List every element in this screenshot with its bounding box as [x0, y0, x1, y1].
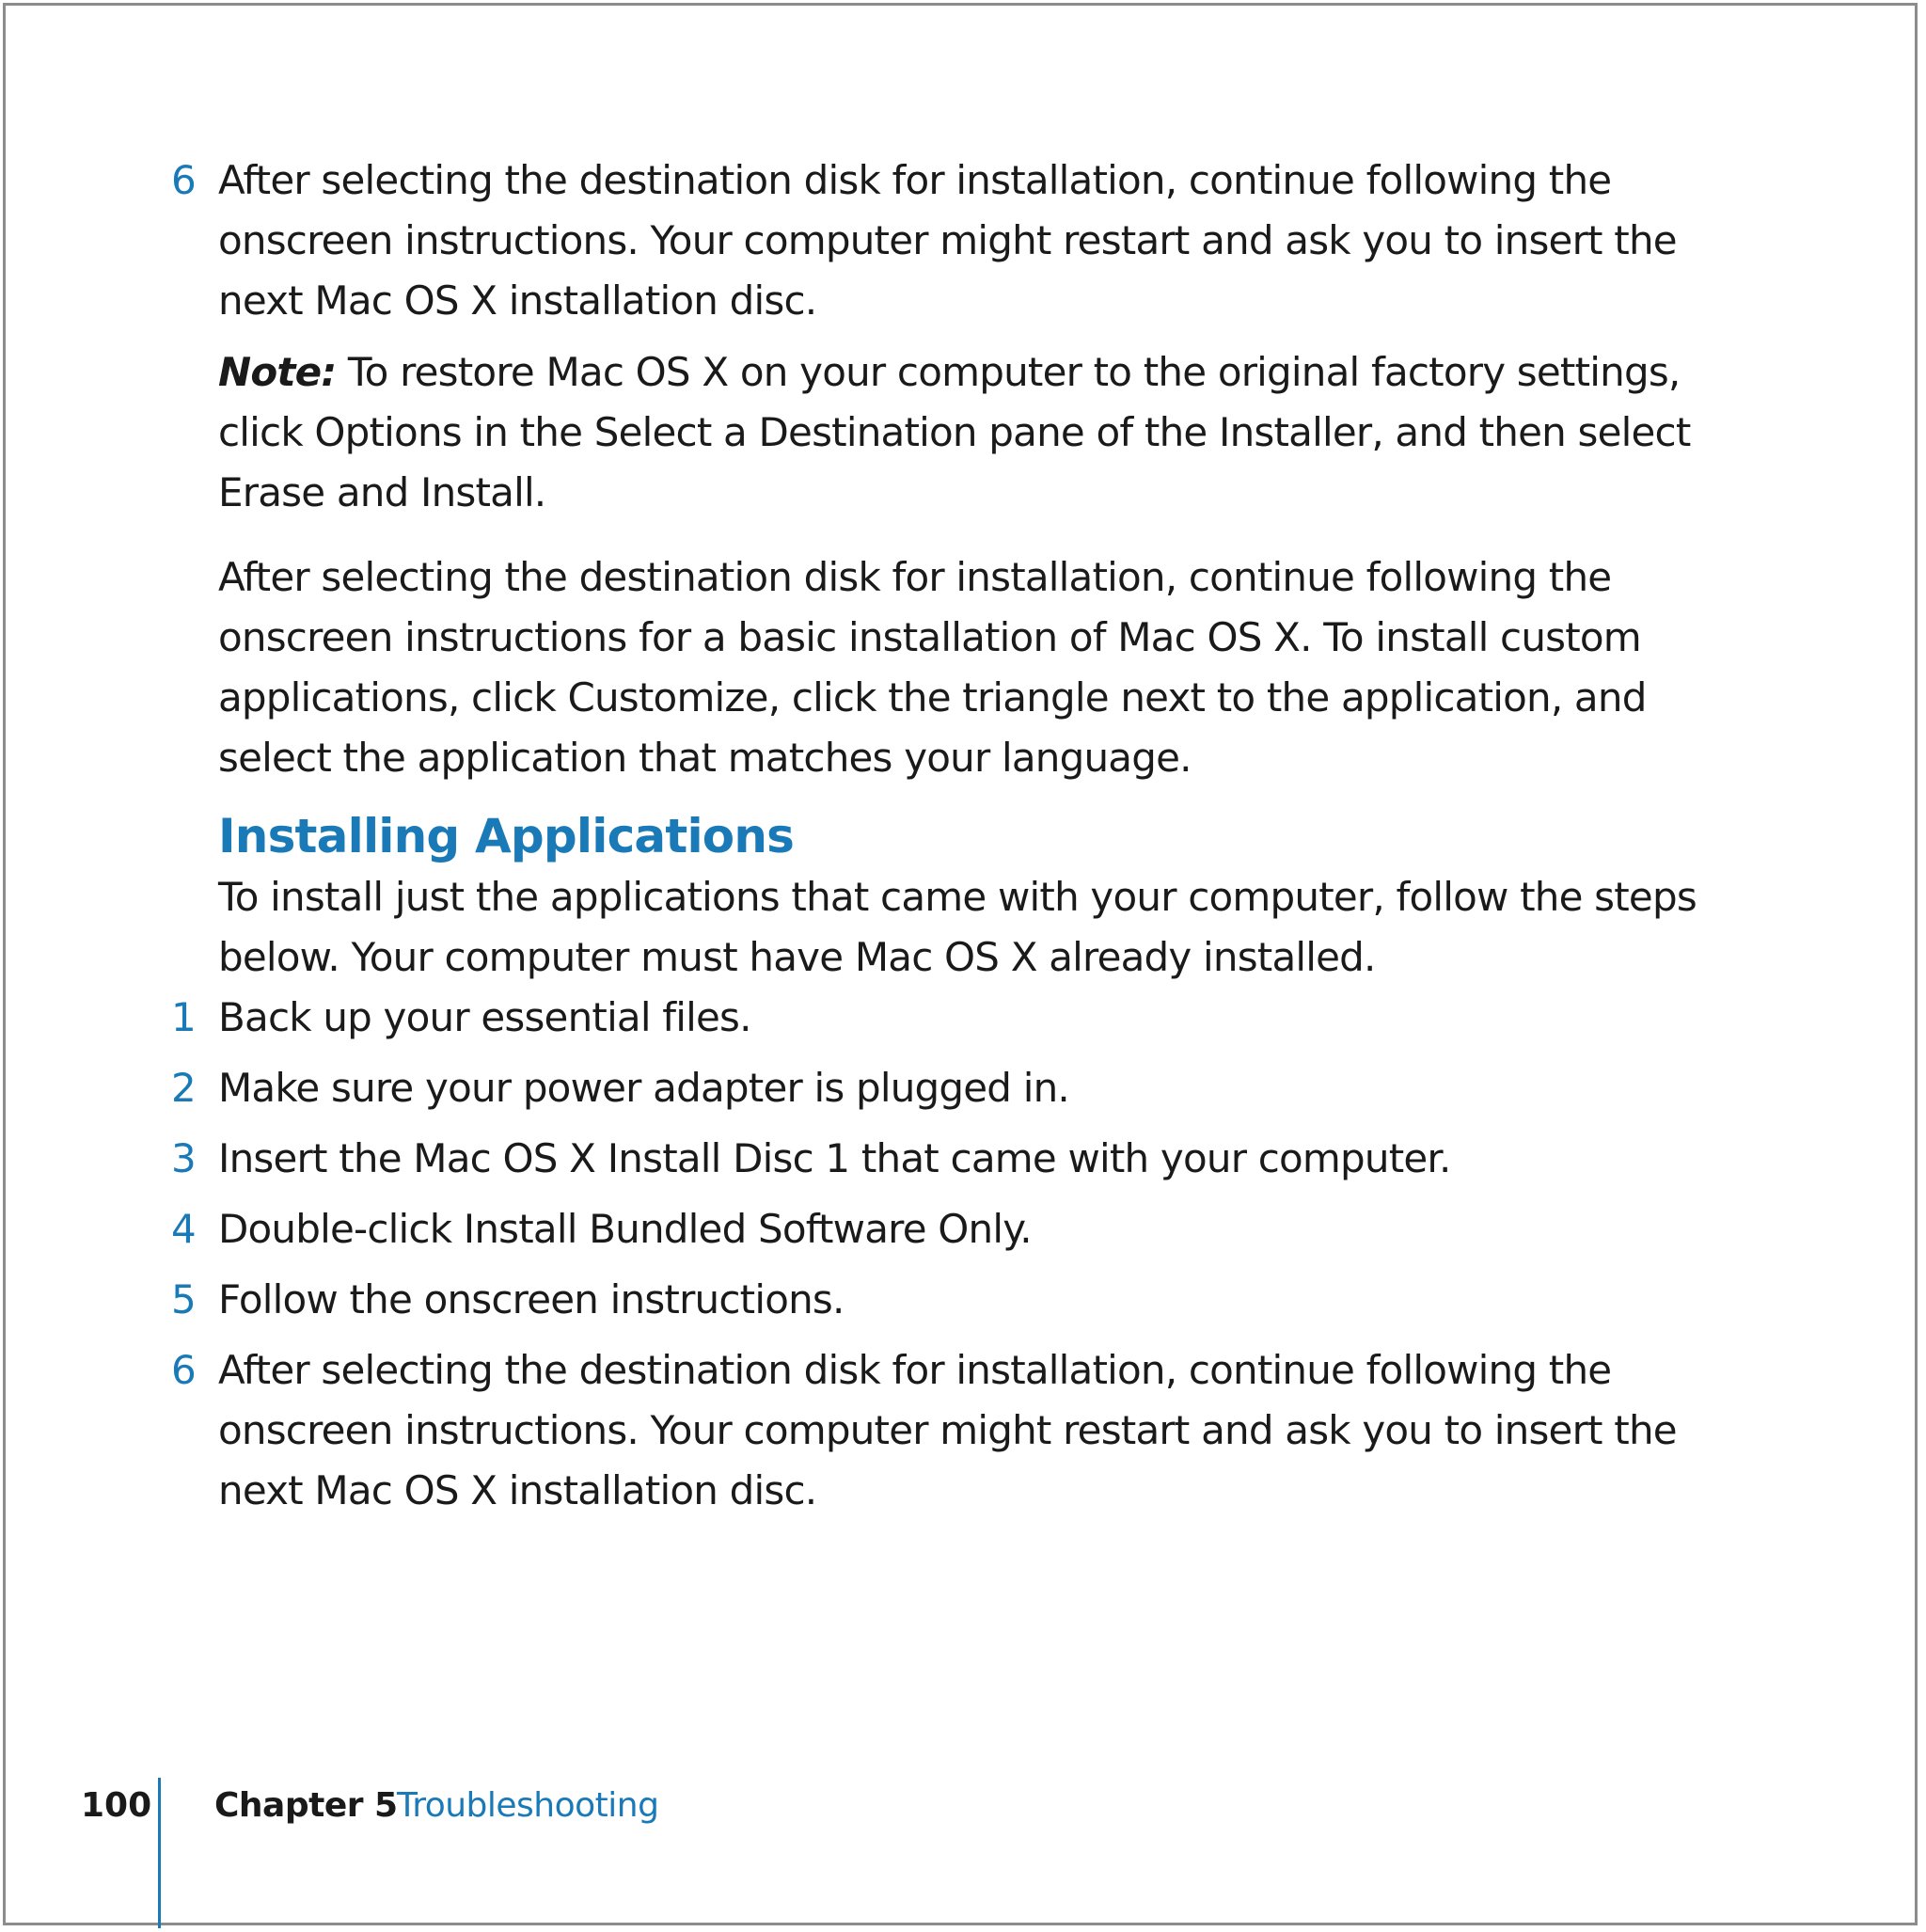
step-text: After selecting the destination disk for installation, continue following the onscreen instructions. Your computer might restart and ask you to insert the next Mac OS X installation disc. — [218, 157, 1677, 324]
step-number: 4 — [171, 1206, 197, 1252]
page-number: 100 — [81, 1786, 152, 1825]
step-3 — [171, 1129, 1760, 1189]
section-intro: To install just the applications that came with your computer, follow the steps below. Your computer must have Mac OS X already installed. — [218, 874, 1697, 980]
custom-install-paragraph: After selecting the destination disk for installation, continue following the onscreen instructions for a basic installation of Mac OS X. To install custom applications, click Customize, click the triangle next to the application, and select the application that matches your language. — [218, 554, 1647, 781]
step-text: Make sure your power adapter is plugged in. — [218, 1065, 1069, 1111]
note-paragraph — [218, 342, 1760, 523]
step-text: After selecting the destination disk for installation, continue following the onscreen instructions. Your computer might restart and ask you to insert the next Mac OS X installation disc. — [218, 1347, 1677, 1513]
section-heading: Installing Applications — [218, 809, 795, 863]
step-number: 6 — [171, 157, 197, 203]
note-text: To restore Mac OS X on your computer to the original factory settings, click Options in the Select a Destination pane of the Installer, and then select Erase and Install. — [218, 349, 1691, 515]
note-label: Note: — [218, 349, 337, 395]
step-text: Insert the Mac OS X Install Disc 1 that came with your computer. — [218, 1135, 1451, 1181]
footer-chapter-title: Troubleshooting — [397, 1786, 659, 1825]
step-number: 6 — [171, 1347, 197, 1393]
page-content — [171, 150, 1760, 1521]
step-2 — [171, 1058, 1760, 1118]
step-number: 5 — [171, 1276, 197, 1322]
footer-divider — [158, 1778, 161, 1928]
step-number: 3 — [171, 1135, 197, 1181]
step-text: Follow the onscreen instructions. — [218, 1276, 845, 1322]
step-text: Double-click Install Bundled Software Only. — [218, 1206, 1032, 1252]
step-1 — [171, 988, 1760, 1048]
step-text: Back up your essential files. — [218, 994, 751, 1040]
step-4 — [171, 1199, 1760, 1259]
footer-chapter: Chapter 5 — [214, 1786, 398, 1825]
step-number: 2 — [171, 1065, 197, 1111]
step-number: 1 — [171, 994, 197, 1040]
step-6 — [171, 1340, 1760, 1521]
step-6-top — [171, 150, 1760, 331]
step-5 — [171, 1270, 1760, 1330]
